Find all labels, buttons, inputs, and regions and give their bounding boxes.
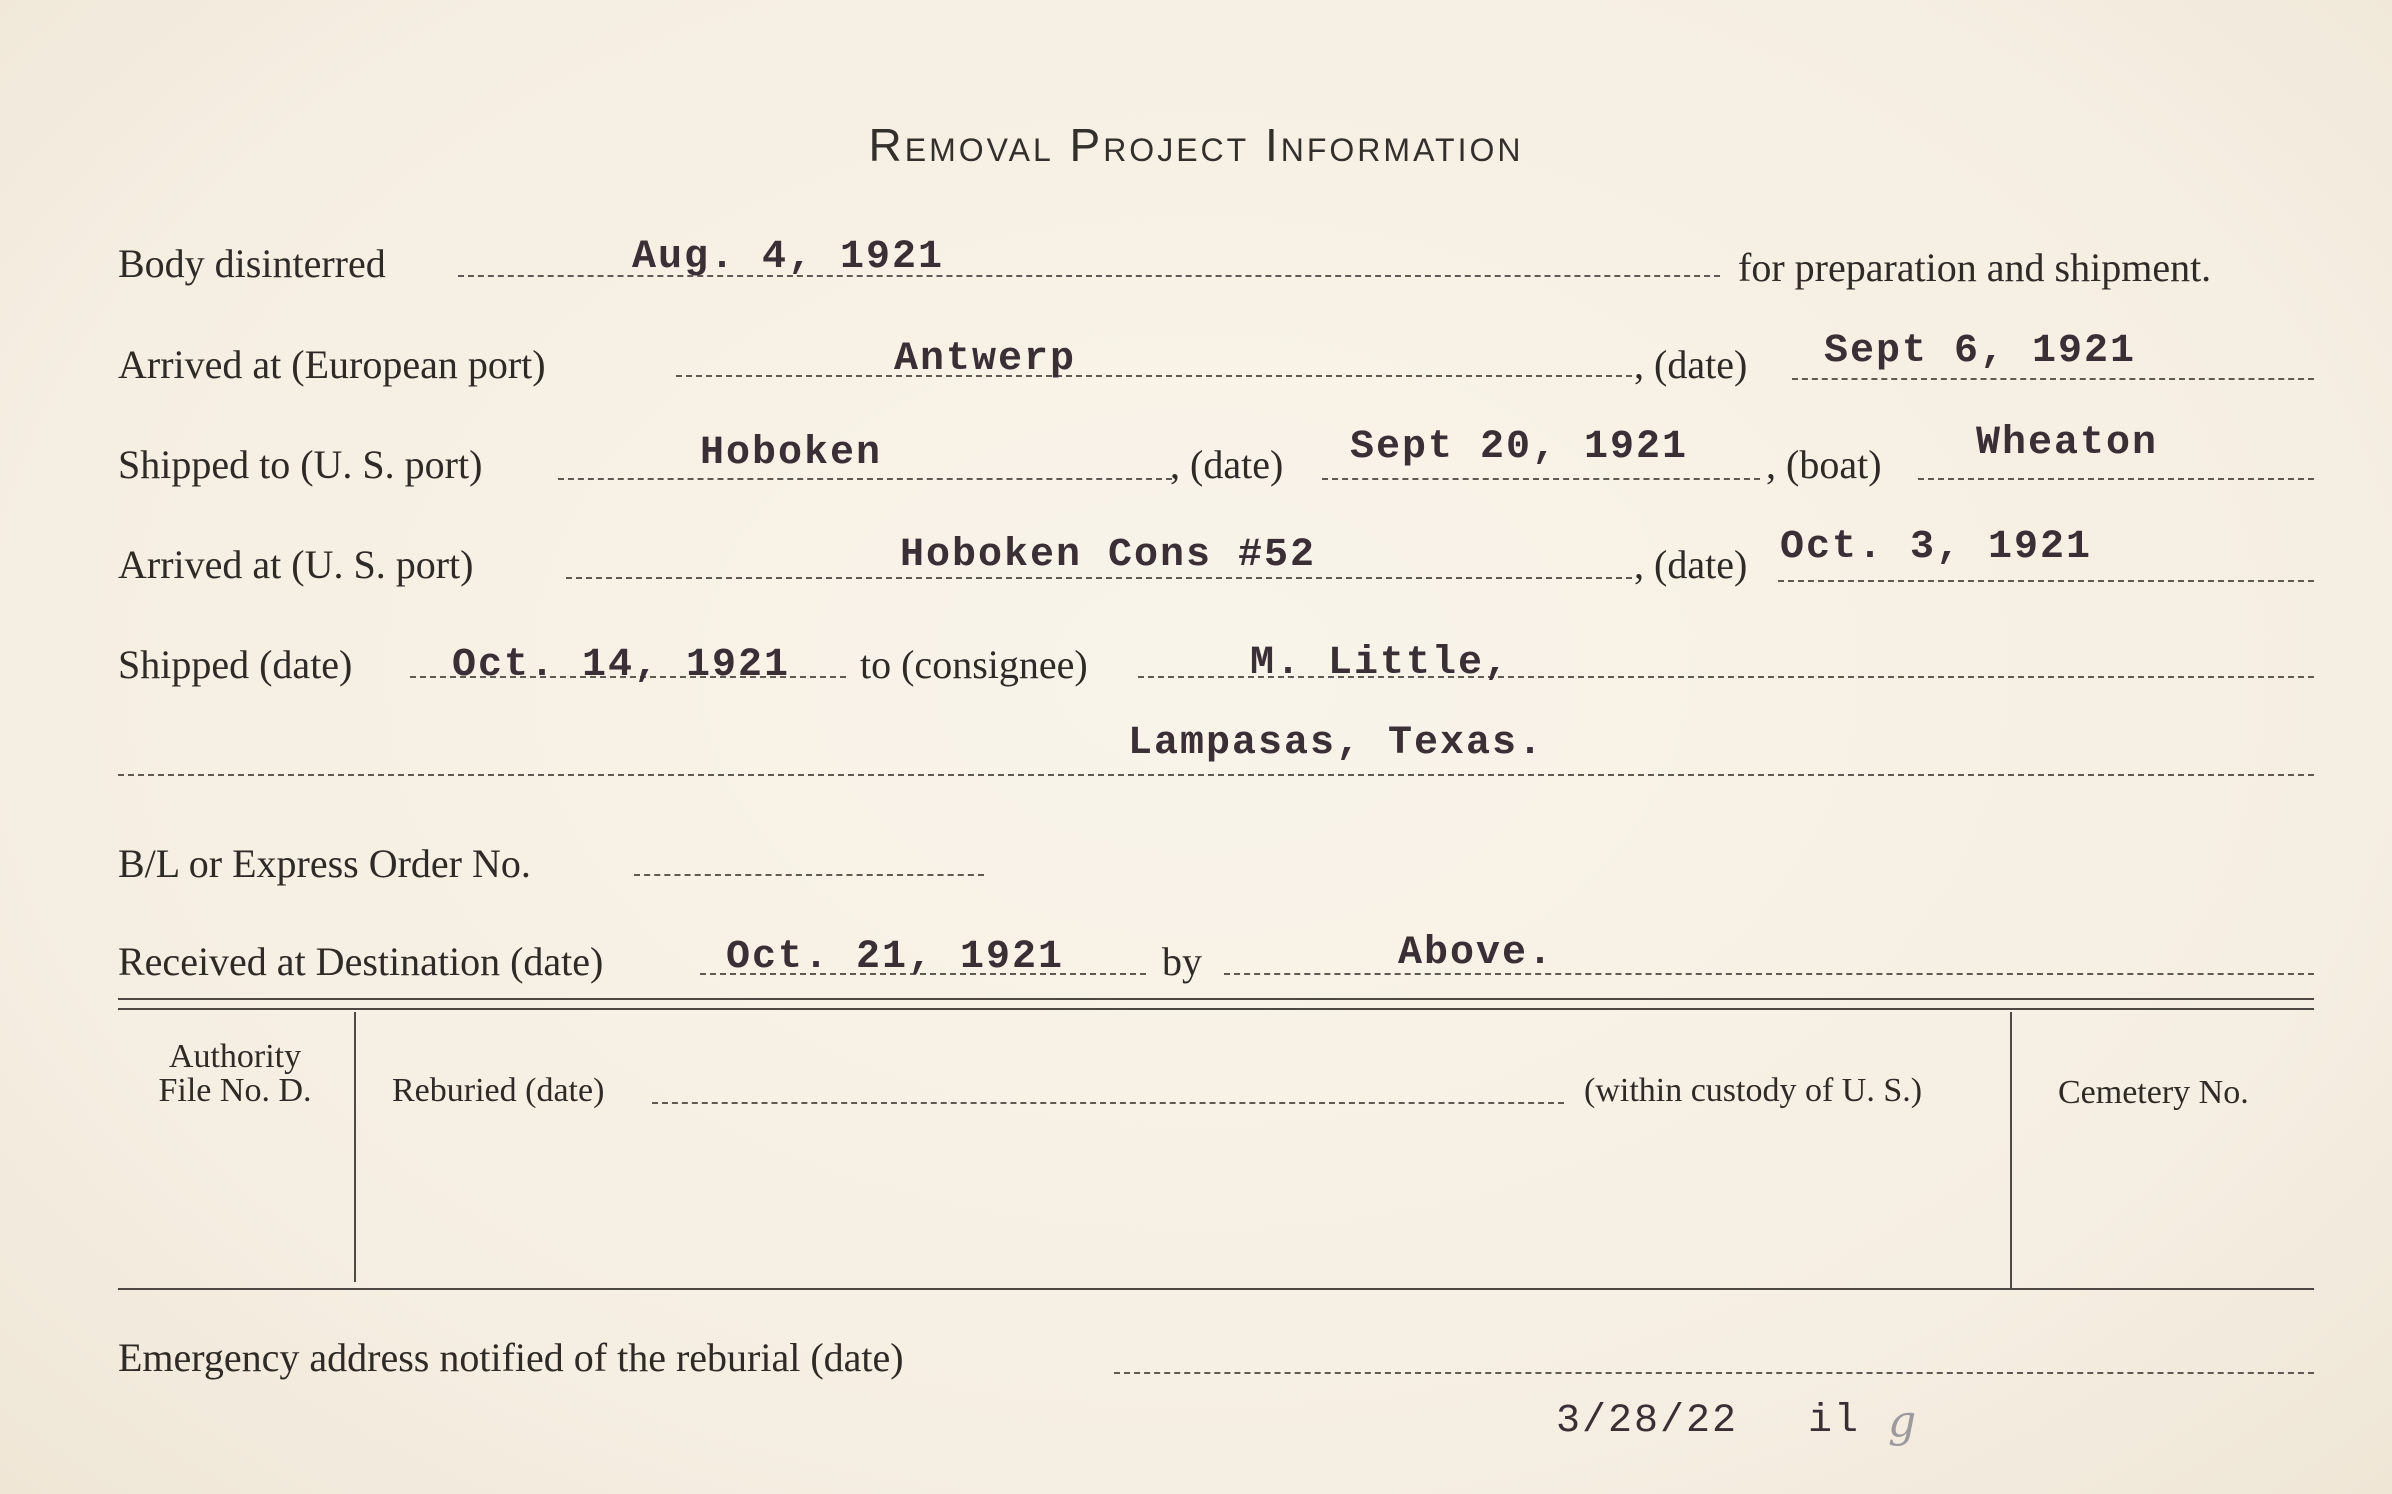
table-top-rule-1 bbox=[118, 998, 2314, 1000]
reburied-line bbox=[652, 1102, 1564, 1104]
shipped-date-value: Oct. 14, 1921 bbox=[452, 643, 791, 688]
table-divider-left bbox=[354, 1012, 356, 1282]
authority-file-label: Authority File No. D. bbox=[158, 1038, 312, 1109]
boat-line bbox=[1918, 478, 2314, 480]
received-label: Received at Destination (date) bbox=[118, 939, 604, 984]
table-bottom-rule bbox=[118, 1288, 2314, 1290]
european-port-label: Arrived at (European port) bbox=[118, 342, 546, 387]
disinterred-date: Aug. 4, 1921 bbox=[632, 235, 945, 280]
custody-note: (within custody of U. S.) bbox=[1584, 1072, 1923, 1109]
us-port-arrived-label: Arrived at (U. S. port) bbox=[118, 542, 474, 587]
us-port-shipped-date-line bbox=[1322, 478, 1760, 480]
consignee-value: M. Little, bbox=[1250, 641, 1511, 686]
footer-stamp-date: 3/28/22 bbox=[1556, 1399, 1739, 1444]
us-port-shipped-label: Shipped to (U. S. port) bbox=[118, 442, 483, 487]
table-divider-right bbox=[2010, 1012, 2012, 1290]
emergency-line bbox=[1114, 1372, 2314, 1374]
pencil-initial: g bbox=[1888, 1396, 1917, 1447]
card-title: Removal Project Information bbox=[868, 119, 1524, 171]
shipped-date-label: Shipped (date) bbox=[118, 642, 353, 687]
cemetery-label: Cemetery No. bbox=[2058, 1074, 2249, 1111]
us-port-shipped-line bbox=[558, 478, 1172, 480]
received-by-line bbox=[1224, 973, 2314, 975]
received-by-label: by bbox=[1162, 939, 1202, 984]
disinterred-label: Body disinterred bbox=[118, 241, 386, 286]
us-port-arrived-date-line bbox=[1778, 580, 2314, 582]
us-port-arrived-date-value: Oct. 3, 1921 bbox=[1780, 525, 2093, 570]
table-top-rule-2 bbox=[118, 1008, 2314, 1010]
reburied-label: Reburied (date) bbox=[392, 1072, 605, 1109]
bl-label: B/L or Express Order No. bbox=[118, 841, 531, 886]
us-port-shipped-value: Hoboken bbox=[700, 431, 883, 476]
european-date-label: , (date) bbox=[1634, 342, 1748, 387]
address-line bbox=[118, 774, 2314, 776]
us-port-shipped-date-value: Sept 20, 1921 bbox=[1350, 425, 1689, 470]
footer-stamp-initials: il bbox=[1808, 1399, 1861, 1444]
european-port-line bbox=[676, 375, 1632, 377]
received-by-value: Above. bbox=[1398, 931, 1555, 976]
consignee-label: to (consignee) bbox=[860, 642, 1088, 687]
consignee-address: Lampasas, Texas. bbox=[1128, 721, 1545, 766]
boat-value: Wheaton bbox=[1976, 421, 2159, 466]
european-date-value: Sept 6, 1921 bbox=[1824, 329, 2137, 374]
european-date-line bbox=[1792, 378, 2314, 380]
emergency-label: Emergency address notified of the reburial (date) bbox=[118, 1335, 904, 1380]
us-port-arrived-date-label: , (date) bbox=[1634, 542, 1748, 587]
boat-label: , (boat) bbox=[1766, 442, 1882, 487]
disinterred-suffix: for preparation and shipment. bbox=[1738, 245, 2212, 290]
bl-line bbox=[634, 874, 984, 876]
us-port-shipped-date-label: , (date) bbox=[1170, 442, 1284, 487]
us-port-arrived-value: Hoboken Cons #52 bbox=[900, 533, 1317, 578]
received-date-value: Oct. 21, 1921 bbox=[726, 935, 1065, 980]
european-port-value: Antwerp bbox=[894, 337, 1077, 382]
